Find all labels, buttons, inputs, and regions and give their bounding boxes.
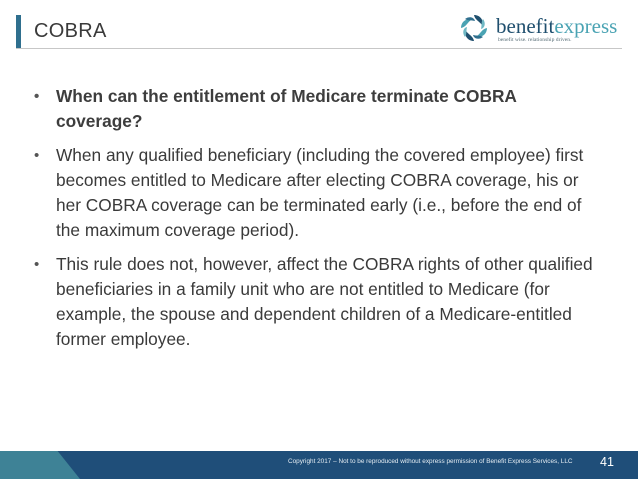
footer-band [0, 451, 638, 479]
bullet-dot-icon: • [34, 147, 40, 164]
page-number: 41 [600, 455, 614, 469]
bullet-dot-icon: • [34, 256, 40, 273]
logo-wordmark [496, 14, 617, 38]
logo-word-benefit: benefit [496, 14, 555, 38]
logo-word-express: express [554, 14, 618, 38]
benefitexpress-logo [458, 12, 624, 46]
bullet-list [34, 84, 606, 361]
bullet-item-question [34, 84, 606, 134]
header-divider [16, 48, 622, 49]
title-accent-bar [16, 15, 21, 49]
bullet-dot-icon: • [34, 88, 40, 105]
bullet-item-rule [34, 252, 606, 352]
bullet-text: When can the entitlement of Medicare terminate COBRA coverage? [56, 86, 517, 131]
logo-mark-icon [458, 12, 490, 44]
bullet-item-answer [34, 143, 606, 243]
footer-copyright: Copyright 2017 – Not to be reproduced without express permission of Benefit Express Services, LLC [288, 458, 573, 465]
logo-tagline: benefit wise. relationship driven. [498, 37, 572, 43]
page-title: COBRA [34, 20, 107, 42]
bullet-text: This rule does not, however, affect the COBRA rights of other qualified beneficiaries in a family unit who are not entitled to Medicare (for example, the spouse and dependent children of a Medicare-entitled former employee. [56, 254, 593, 349]
bullet-text: When any qualified beneficiary (including the covered employee) first becomes entitled to Medicare after electing COBRA coverage, his or her COBRA coverage can be terminated early (i.e., before the end of the maximum coverage period). [56, 145, 584, 240]
